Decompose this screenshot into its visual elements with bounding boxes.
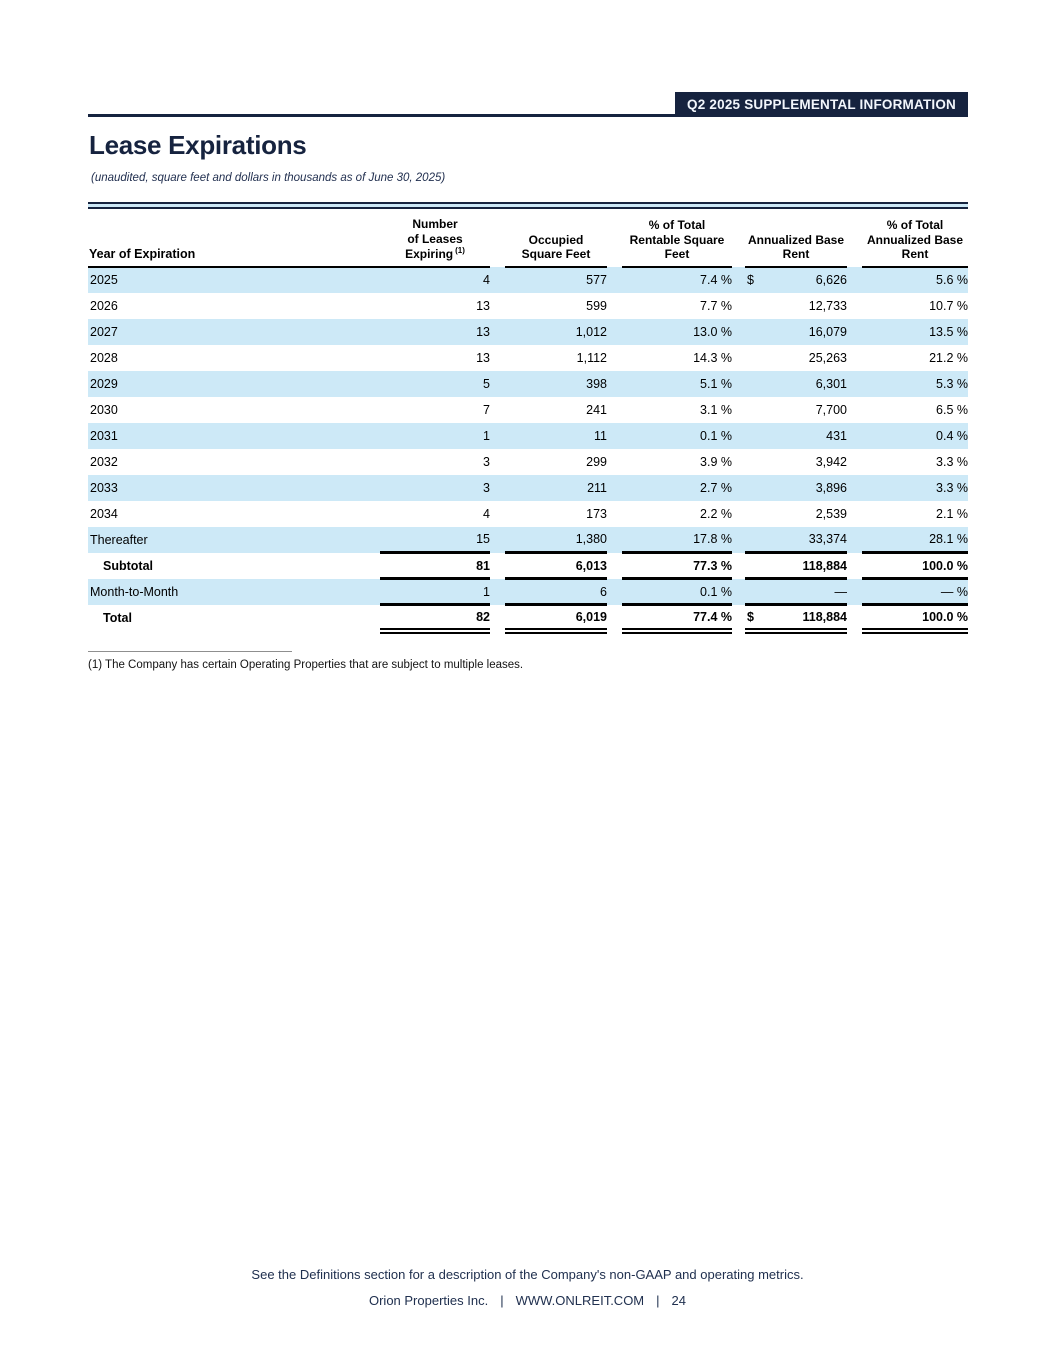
table-row: [88, 553, 968, 579]
cell-annualized-rent: [745, 371, 847, 397]
cell-pct-rentable: 13.0 %: [622, 319, 732, 345]
table-row: [88, 475, 968, 501]
cell-pct-annualized: 0.4 %: [862, 423, 968, 449]
rent-value: 3,896: [815, 480, 847, 495]
cell-occupied: 1,012: [505, 319, 607, 345]
rent-value: 118,884: [802, 558, 847, 573]
cell-pct-annualized: 21.2 %: [929, 350, 968, 365]
row-gap: [732, 449, 745, 475]
row-gap: [490, 397, 505, 423]
cell-pct-annualized: 5.3 %: [862, 371, 968, 397]
cell-occupied: 1,112: [576, 350, 607, 365]
cell-pct-rentable: 3.1 %: [700, 402, 732, 417]
table-row: [88, 319, 968, 345]
cell-pct-annualized: 5.6 %: [862, 267, 968, 293]
row-gap: [732, 527, 745, 553]
row-gap: [607, 267, 622, 293]
lease-expirations-table: [88, 211, 968, 634]
cell-leases: 13: [476, 298, 490, 313]
cell-pct-rentable: 0.1 %: [622, 423, 732, 449]
row-gap: [732, 319, 745, 345]
cell-leases: 82: [380, 605, 490, 631]
footer-company: Orion Properties Inc.: [368, 1293, 489, 1308]
column-gap: [847, 211, 862, 267]
cell-year: Thereafter: [88, 527, 380, 553]
page-footer: [0, 1293, 1055, 1308]
rent-value: 2,539: [815, 506, 847, 521]
cell-occupied: 398: [505, 371, 607, 397]
table-row: [88, 527, 968, 553]
cell-occupied: 6,013: [505, 553, 607, 579]
row-gap: [847, 475, 862, 501]
cell-pct-annualized: — %: [862, 579, 968, 605]
cell-year: Subtotal: [103, 558, 153, 573]
row-gap: [847, 501, 862, 527]
footer-website[interactable]: WWW.ONLREIT.COM: [515, 1293, 645, 1308]
cell-year: 2033: [88, 475, 380, 501]
cell-leases: 15: [380, 527, 490, 553]
cell-occupied: 6,019: [505, 605, 607, 631]
row-gap: [847, 345, 862, 371]
dollar-sign: $: [747, 273, 754, 288]
cell-pct-annualized: 3.3 %: [936, 454, 968, 469]
row-gap: [847, 449, 862, 475]
row-gap: [847, 579, 862, 605]
row-gap: [732, 579, 745, 605]
row-gap: [490, 449, 505, 475]
cell-leases: 1: [380, 423, 490, 449]
cell-occupied: 241: [586, 402, 607, 417]
row-gap: [490, 605, 505, 631]
cell-leases: 4: [380, 267, 490, 293]
row-gap: [847, 293, 862, 319]
rent-value: 6,626: [815, 273, 847, 288]
row-gap: [732, 553, 745, 579]
col-header-occupied: Occupied Square Feet: [505, 211, 607, 267]
row-gap: [607, 579, 622, 605]
table-row: [88, 605, 968, 631]
row-gap: [847, 605, 862, 631]
column-gap: [732, 211, 745, 267]
cell-year: 2030: [90, 402, 118, 417]
cell-annualized-rent: [745, 579, 847, 605]
cell-year: 2034: [90, 506, 118, 521]
row-gap: [607, 449, 622, 475]
cell-leases: 1: [380, 579, 490, 605]
cell-pct-annualized: 13.5 %: [862, 319, 968, 345]
definitions-note: See the Definitions section for a description of the Company's non-GAAP and operating metrics.: [251, 1267, 804, 1282]
cell-year: 2028: [90, 350, 118, 365]
row-gap: [847, 423, 862, 449]
banner-label: Q2 2025 SUPPLEMENTAL INFORMATION: [687, 97, 956, 112]
row-gap: [490, 579, 505, 605]
cell-pct-annualized: 10.7 %: [929, 298, 968, 313]
cell-year: Month-to-Month: [88, 579, 380, 605]
cell-pct-rentable: 17.8 %: [622, 527, 732, 553]
col-header-pct-annualized: % of Total Annualized Base Rent: [862, 211, 968, 267]
cell-occupied: 211: [505, 475, 607, 501]
row-gap: [847, 553, 862, 579]
row-gap: [607, 553, 622, 579]
cell-leases: 3: [380, 475, 490, 501]
cell-annualized-rent: [745, 293, 847, 319]
row-gap: [847, 397, 862, 423]
cell-annualized-rent: [745, 397, 847, 423]
table-row: [88, 397, 968, 423]
footer-divider: |: [500, 1293, 504, 1308]
cell-leases: 3: [483, 454, 490, 469]
cell-occupied: 1,380: [505, 527, 607, 553]
cell-pct-rentable: 5.1 %: [622, 371, 732, 397]
rent-value: 3,942: [815, 454, 847, 469]
footnote-text: (1) The Company has certain Operating Properties that are subject to multiple leases.: [88, 658, 524, 671]
row-gap: [490, 553, 505, 579]
cell-pct-annualized: 6.5 %: [936, 402, 968, 417]
row-gap: [732, 345, 745, 371]
table-row: [88, 501, 968, 527]
cell-pct-annualized: 100.0 %: [862, 553, 968, 579]
cell-pct-annualized: 2.1 %: [936, 506, 968, 521]
row-gap: [847, 267, 862, 293]
row-gap: [607, 527, 622, 553]
cell-annualized-rent: [745, 319, 847, 345]
row-gap: [607, 423, 622, 449]
row-gap: [490, 423, 505, 449]
cell-pct-rentable: 7.4 %: [622, 267, 732, 293]
cell-annualized-rent: [745, 267, 847, 293]
col-header-leases: [380, 211, 490, 267]
row-gap: [490, 293, 505, 319]
cell-pct-rentable: 77.4 %: [622, 605, 732, 631]
lease-expirations-section: [88, 202, 968, 671]
col-header-year: Year of Expiration: [88, 211, 380, 267]
cell-leases: 81: [380, 553, 490, 579]
cell-leases: 5: [380, 371, 490, 397]
row-gap: [607, 475, 622, 501]
row-gap: [732, 267, 745, 293]
cell-pct-rentable: 7.7 %: [700, 298, 732, 313]
row-gap: [847, 371, 862, 397]
cell-pct-rentable: 14.3 %: [693, 350, 732, 365]
table-top-band: [88, 202, 968, 209]
cell-pct-rentable: 2.7 %: [622, 475, 732, 501]
row-gap: [490, 267, 505, 293]
cell-pct-annualized: 28.1 %: [862, 527, 968, 553]
row-gap: [732, 605, 745, 631]
cell-year: 2027: [88, 319, 380, 345]
cell-occupied: 173: [586, 506, 607, 521]
rent-value: 25,263: [808, 350, 847, 365]
rent-value: 118,884: [802, 610, 847, 625]
cell-pct-rentable: 2.2 %: [700, 506, 732, 521]
table-row: [88, 449, 968, 475]
row-gap: [490, 345, 505, 371]
row-gap: [732, 293, 745, 319]
row-gap: [490, 501, 505, 527]
footnote-divider: [88, 651, 292, 652]
cell-pct-rentable: 0.1 %: [622, 579, 732, 605]
cell-pct-annualized: 3.3 %: [862, 475, 968, 501]
rent-value: 33,374: [808, 532, 847, 547]
rent-value: 431: [826, 428, 847, 443]
cell-leases: 13: [380, 319, 490, 345]
row-gap: [732, 371, 745, 397]
cell-annualized-rent: [745, 475, 847, 501]
header-rule: [88, 114, 968, 117]
row-gap: [732, 423, 745, 449]
col-header-leases-line3: Expiring: [405, 247, 454, 262]
rent-value: 6,301: [815, 376, 847, 391]
cell-occupied: 6: [505, 579, 607, 605]
row-gap: [607, 345, 622, 371]
cell-annualized-rent: [745, 553, 847, 579]
cell-occupied: 577: [505, 267, 607, 293]
cell-annualized-rent: [745, 423, 847, 449]
cell-occupied: 299: [586, 454, 607, 469]
footer-page-number: 24: [671, 1293, 686, 1308]
row-gap: [607, 605, 622, 631]
rent-value: 7,700: [815, 402, 847, 417]
dollar-sign: $: [747, 610, 754, 625]
row-gap: [490, 527, 505, 553]
cell-leases: 13: [476, 350, 490, 365]
cell-annualized-rent: [745, 449, 847, 475]
row-gap: [732, 475, 745, 501]
row-gap: [607, 371, 622, 397]
row-gap: [732, 397, 745, 423]
table-row: [88, 371, 968, 397]
row-gap: [607, 293, 622, 319]
cell-year: 2032: [90, 454, 118, 469]
cell-pct-rentable: 77.3 %: [622, 553, 732, 579]
row-gap: [607, 397, 622, 423]
table-row: [88, 293, 968, 319]
cell-leases: 7: [483, 402, 490, 417]
column-gap: [607, 211, 622, 267]
col-header-leases-line2: of Leases: [407, 231, 463, 246]
cell-year: 2026: [90, 298, 118, 313]
cell-pct-annualized: 100.0 %: [862, 605, 968, 631]
cell-occupied: 11: [505, 423, 607, 449]
footer-divider: |: [656, 1293, 660, 1308]
footnote-reference: (1): [455, 246, 465, 256]
row-gap: [732, 501, 745, 527]
cell-year: 2029: [88, 371, 380, 397]
cell-pct-rentable: 3.9 %: [700, 454, 732, 469]
cell-annualized-rent: [745, 345, 847, 371]
rent-value: —: [834, 584, 847, 599]
cell-annualized-rent: [745, 605, 847, 631]
cell-year: Total: [103, 610, 132, 625]
table-row: [88, 423, 968, 449]
table-header-row: [88, 211, 968, 267]
page-subtitle: (unaudited, square feet and dollars in thousands as of June 30, 2025): [91, 172, 446, 184]
row-gap: [490, 371, 505, 397]
row-gap: [607, 501, 622, 527]
col-header-annualized-rent: Annualized Base Rent: [745, 211, 847, 267]
cell-year: 2031: [88, 423, 380, 449]
rent-value: 12,733: [808, 298, 847, 313]
table-row: [88, 579, 968, 605]
lease-table-body: [88, 267, 968, 631]
table-row: [88, 345, 968, 371]
row-gap: [490, 475, 505, 501]
cell-annualized-rent: [745, 501, 847, 527]
rent-value: 16,079: [808, 324, 847, 339]
cell-year: 2025: [88, 267, 380, 293]
col-header-pct-rentable: % of Total Rentable Square Feet: [622, 211, 732, 267]
col-header-leases-line1: Number: [412, 217, 458, 231]
cell-occupied: 599: [586, 298, 607, 313]
row-gap: [490, 319, 505, 345]
column-gap: [490, 211, 505, 267]
row-gap: [847, 527, 862, 553]
cell-leases: 4: [483, 506, 490, 521]
cell-annualized-rent: [745, 527, 847, 553]
row-gap: [847, 319, 862, 345]
row-gap: [607, 319, 622, 345]
page-title: Lease Expirations: [89, 130, 307, 160]
table-row: [88, 267, 968, 293]
